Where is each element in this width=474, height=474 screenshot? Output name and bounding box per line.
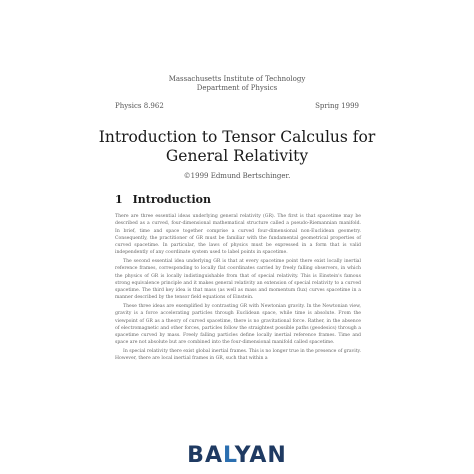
section-heading xyxy=(115,193,211,206)
department-name: Department of Physics xyxy=(196,84,278,92)
paragraph-1: There are three essential ideas underlying general relativity (GR). The first is that spacetime may be described as a curved, four-dimensional mathematical structure called a pseudo-Riemannian manifold. In brief, time and space together comprise a curved four-dimensional non-Euclidean geometry. Consequently, the practitioner of GR must be familiar with the fundamental geometrical properties of curved spacetime. In particular, the laws of physics must be expressed in a form that is valid independently of any coordinate system used to label points in spacetime. xyxy=(115,214,361,256)
watermark-suffix: YAN xyxy=(234,443,287,468)
paragraph-2: The second essential idea underlying GR is that at every spacetime point there exist locally inertial reference frames, corresponding to locally flat coordinates carried by freely falling observers, in which the physics of GR is locally indistinguishable from that of special relativity. This is Einstein's famous strong equivalence principle and it makes general relativity an extension of special relativity to a curved spacetime. The third key idea is that mass (as well as mass and momentum flux) curves spacetime in a manner described by the tensor field equations of Einstein. xyxy=(115,259,361,301)
watermark-logo xyxy=(0,443,474,468)
author-line: ©1999 Edmund Bertschinger. xyxy=(183,172,291,180)
term-date: Spring 1999 xyxy=(315,102,359,110)
watermark-prefix: BA xyxy=(187,443,223,468)
institution-name: Massachusetts Institute of Technology xyxy=(168,75,306,83)
title-line-2: General Relativity xyxy=(165,147,309,165)
section-number: 1 xyxy=(115,193,123,206)
paragraph-3: These three ideas are exemplified by contrasting GR with Newtonian gravity. In the Newtonian view, gravity is a force accelerating particles through Euclidean space, while time is absolute. From the viewpoint of GR as a theory of curved spacetime, there is no gravitational force. Rather, in the absence of electromagnetic and other forces, particles follow the straightest possible paths (geodesics) through a spacetime curved by mass. Freely falling particles define locally inertial reference frames. Time and space are not absolute but are combined into the four-dimensional manifold called spacetime. xyxy=(115,304,361,346)
title-line-1: Introduction to Tensor Calculus for xyxy=(98,128,376,146)
course-number: Physics 8.962 xyxy=(115,102,164,110)
section-title: Introduction xyxy=(132,193,211,206)
document-title xyxy=(0,128,474,166)
paragraph-4: In special relativity there exist global inertial frames. This is no longer true in the presence of gravity. However, there are local inertial frames in GR, such that within a xyxy=(115,349,361,362)
watermark-accent: L xyxy=(222,443,235,468)
body-text xyxy=(115,213,361,364)
